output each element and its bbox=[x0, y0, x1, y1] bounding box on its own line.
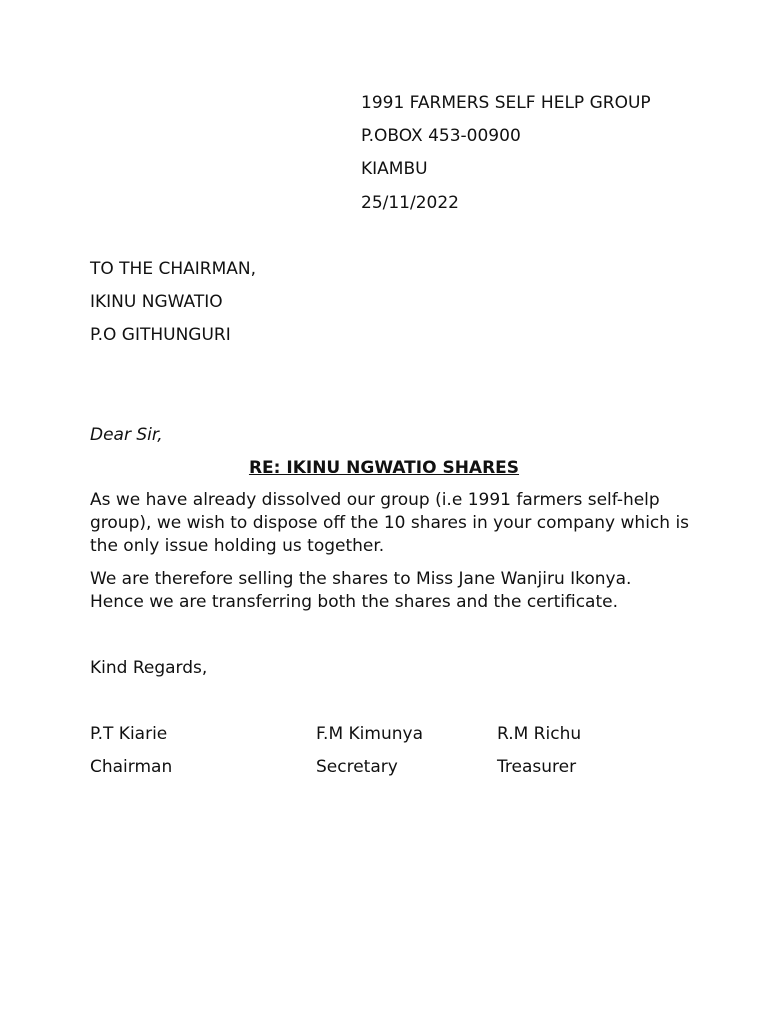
recipient-line-2: IKINU NGWATIO bbox=[90, 292, 223, 312]
closing: Kind Regards, bbox=[90, 658, 208, 678]
body-paragraph-2: We are therefore selling the shares to Miss Jane Wanjiru Ikonya. Hence we are transferring both the shares and the certificate. bbox=[90, 569, 632, 612]
sender-group-name: 1991 FARMERS SELF HELP GROUP bbox=[361, 93, 651, 113]
salutation: Dear Sir, bbox=[90, 425, 163, 445]
letter-date: 25/11/2022 bbox=[361, 193, 459, 213]
signatory-name: R.M Richu bbox=[497, 724, 582, 744]
signatory-name: F.M Kimunya bbox=[316, 724, 423, 744]
recipient-line-1: TO THE CHAIRMAN, bbox=[90, 259, 257, 279]
subject-line: RE: IKINU NGWATIO SHARES bbox=[248, 458, 520, 478]
signatory-name: P.T Kiarie bbox=[90, 724, 168, 744]
signatory-title: Chairman bbox=[90, 757, 173, 777]
signatory-title: Treasurer bbox=[497, 757, 577, 777]
body-paragraph-1: As we have already dissolved our group (i.e 1991 farmers self-help group), we wish to dispose off the 10 shares in your company which is the only issue holding us together. bbox=[90, 490, 690, 556]
sender-pobox: P.OBOX 453-00900 bbox=[361, 126, 521, 146]
recipient-line-3: P.O GITHUNGURI bbox=[90, 325, 231, 345]
sender-town: KIAMBU bbox=[361, 159, 428, 179]
signatory-title: Secretary bbox=[316, 757, 398, 777]
